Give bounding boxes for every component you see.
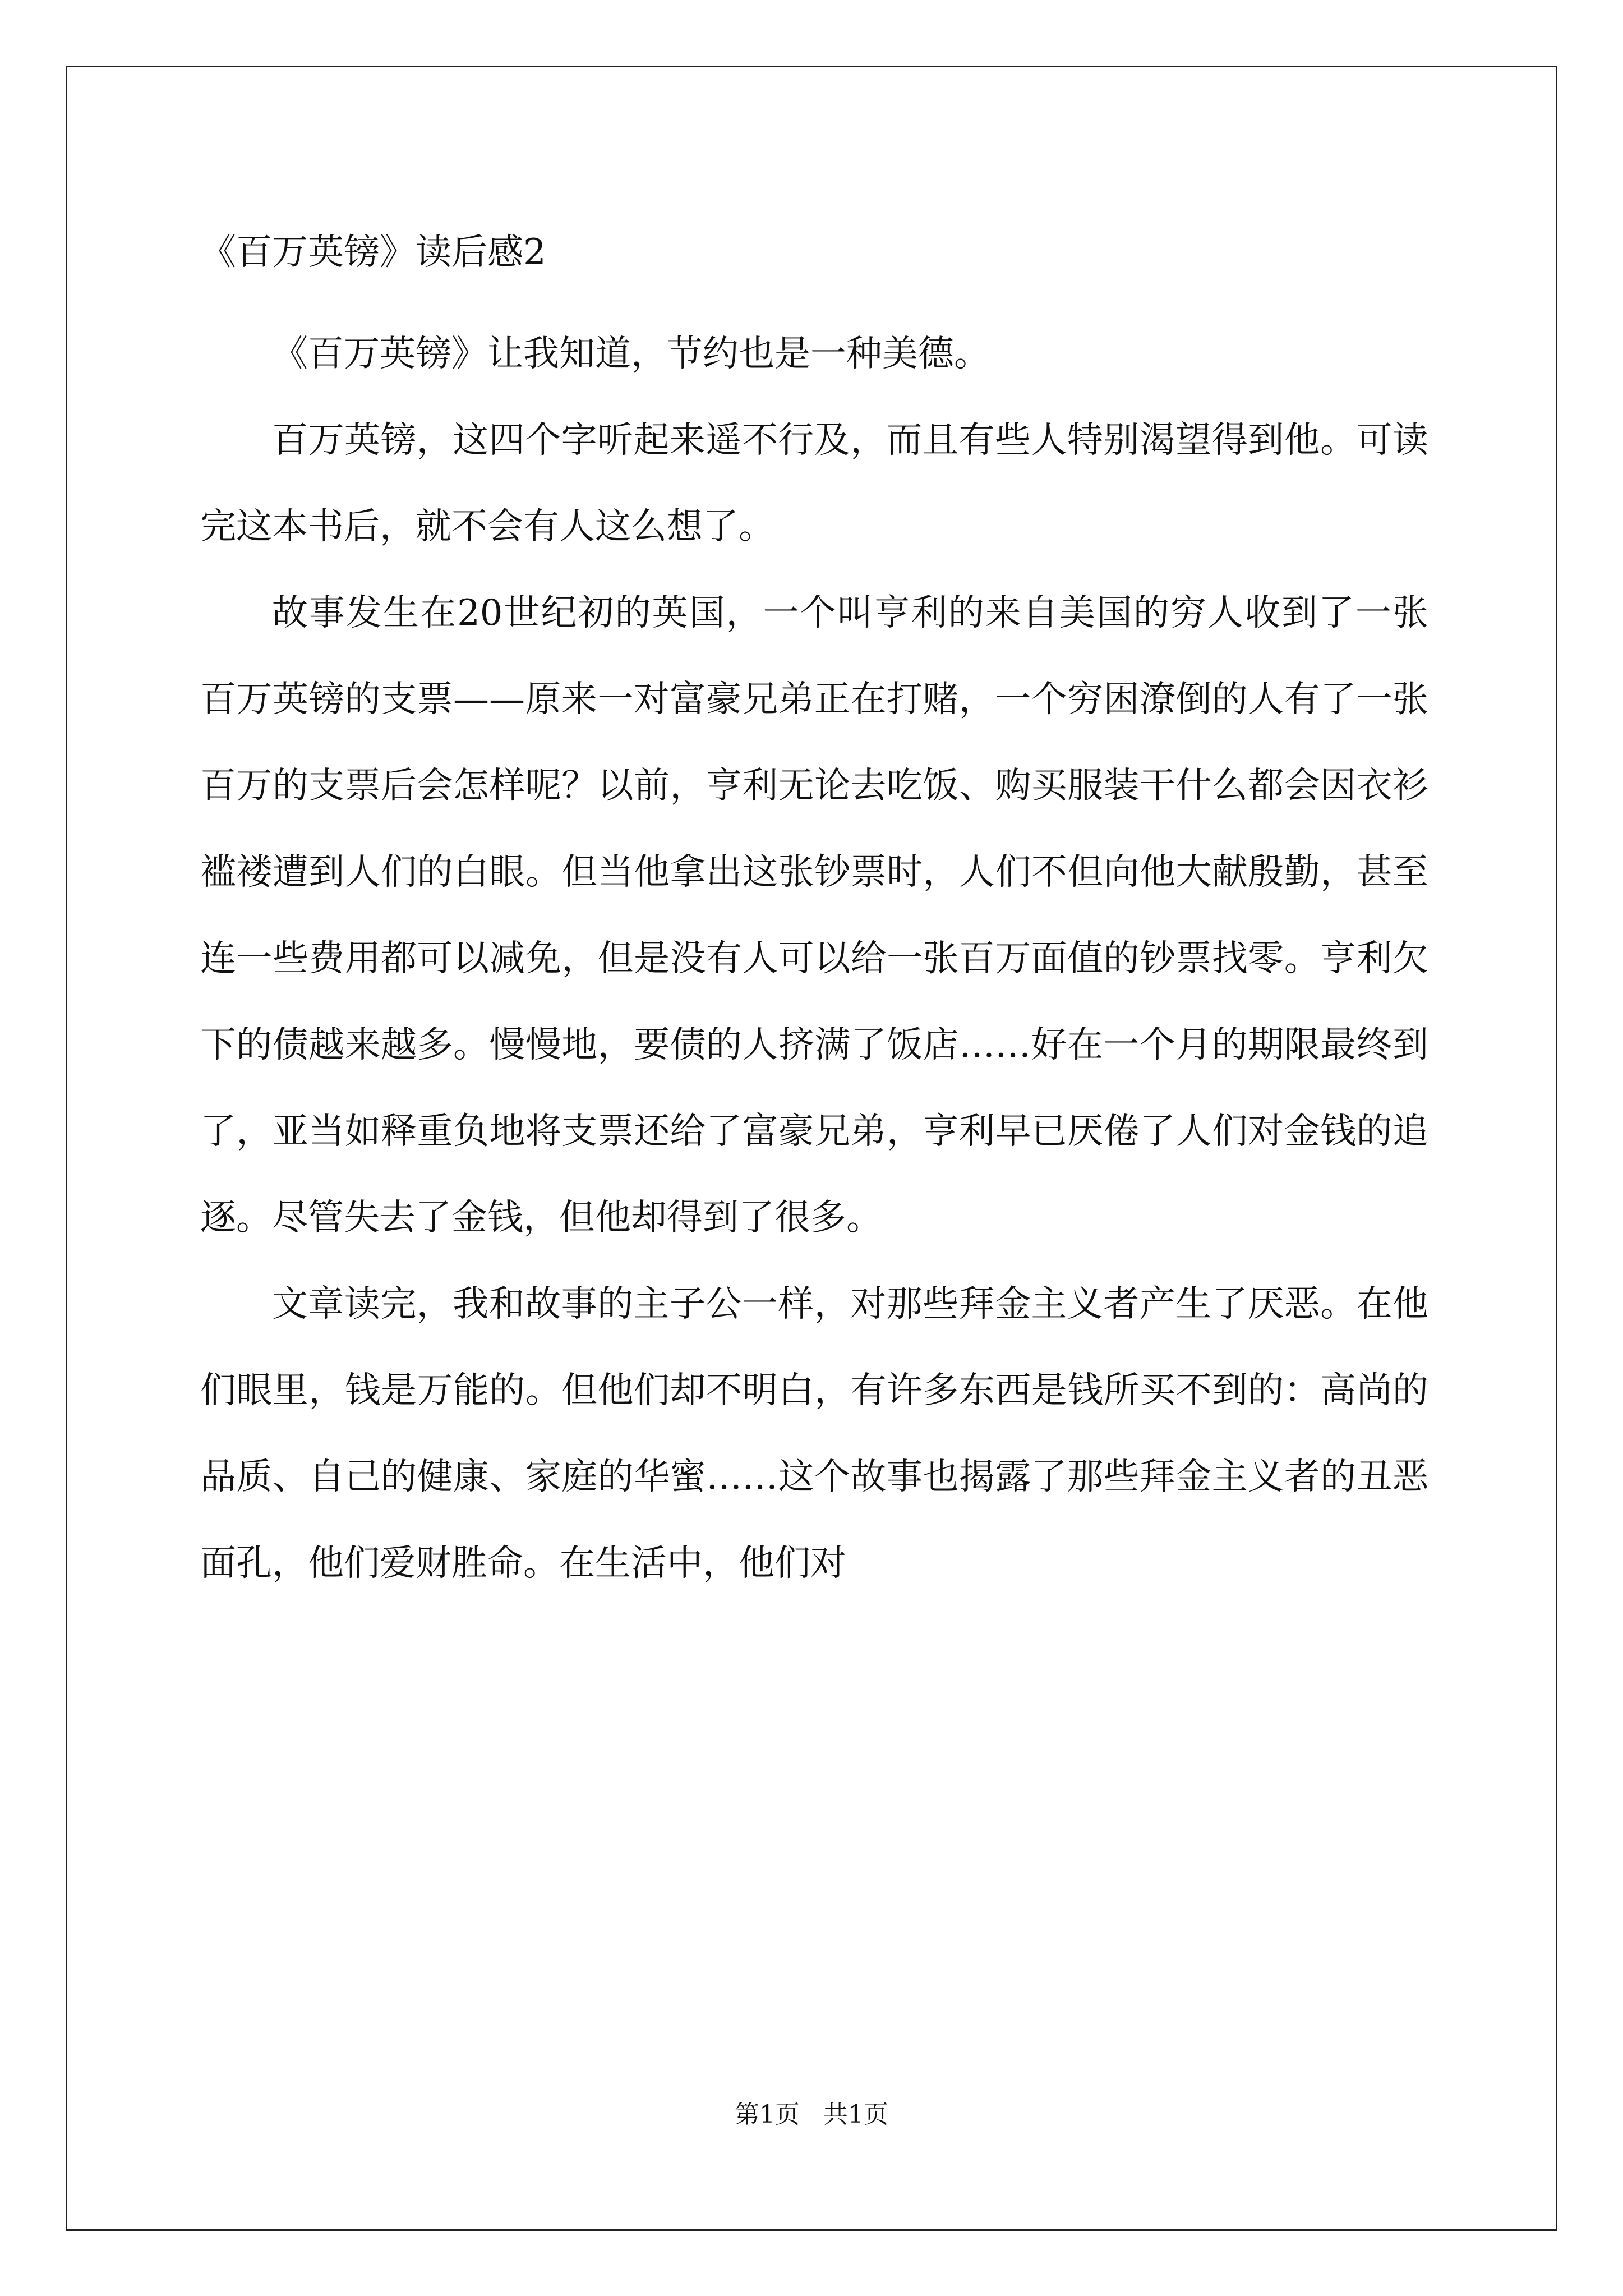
page-number-footer: 第1页 共1页 <box>735 2100 888 2129</box>
paragraph: 文章读完，我和故事的主子公一样，对那些拜金主义者产生了厌恶。在他们眼里，钱是万能的。但他们却不明白，有许多东西是钱所买不到的：高尚的品质、自己的健康、家庭的华蜜……这个故事也揭露了那些拜金主义者的丑恶面孔，他们爱财胜命。在生活中，他们对 <box>200 1283 1428 1584</box>
paragraph: 百万英镑，这四个字听起来遥不行及，而且有些人特别渴望得到他。可读完这本书后，就不会有人这么想了。 <box>200 420 1428 547</box>
paragraph: 《百万英镑》让我知道，节约也是一种美德。 <box>272 333 990 375</box>
paragraph-list <box>200 311 1428 1607</box>
document-title: 《百万英镑》读后感2 <box>200 232 546 273</box>
paragraph: 故事发生在20世纪初的英国，一个叫亨利的来自美国的穷人收到了一张百万英镑的支票——原来一对富豪兄弟正在打赌，一个穷困潦倒的人有了一张百万的支票后会怎样呢？以前，亨利无论去吃饭、购买服装干什么都会因衣衫褴褛遭到人们的白眼。但当他拿出这张钞票时，人们不但向他大献殷勤，甚至连一些费用都可以减免，但是没有人可以给一张百万面值的钞票找零。亨利欠下的债越来越多。慢慢地，要债的人挤满了饭店……好在一个月的期限最终到了，亚当如释重负地将支票还给了富豪兄弟，亨利早已厌倦了人们对金钱的追逐。尽管失去了金钱，但他却得到了很多。 <box>200 592 1428 1239</box>
document-body <box>200 219 1428 1607</box>
